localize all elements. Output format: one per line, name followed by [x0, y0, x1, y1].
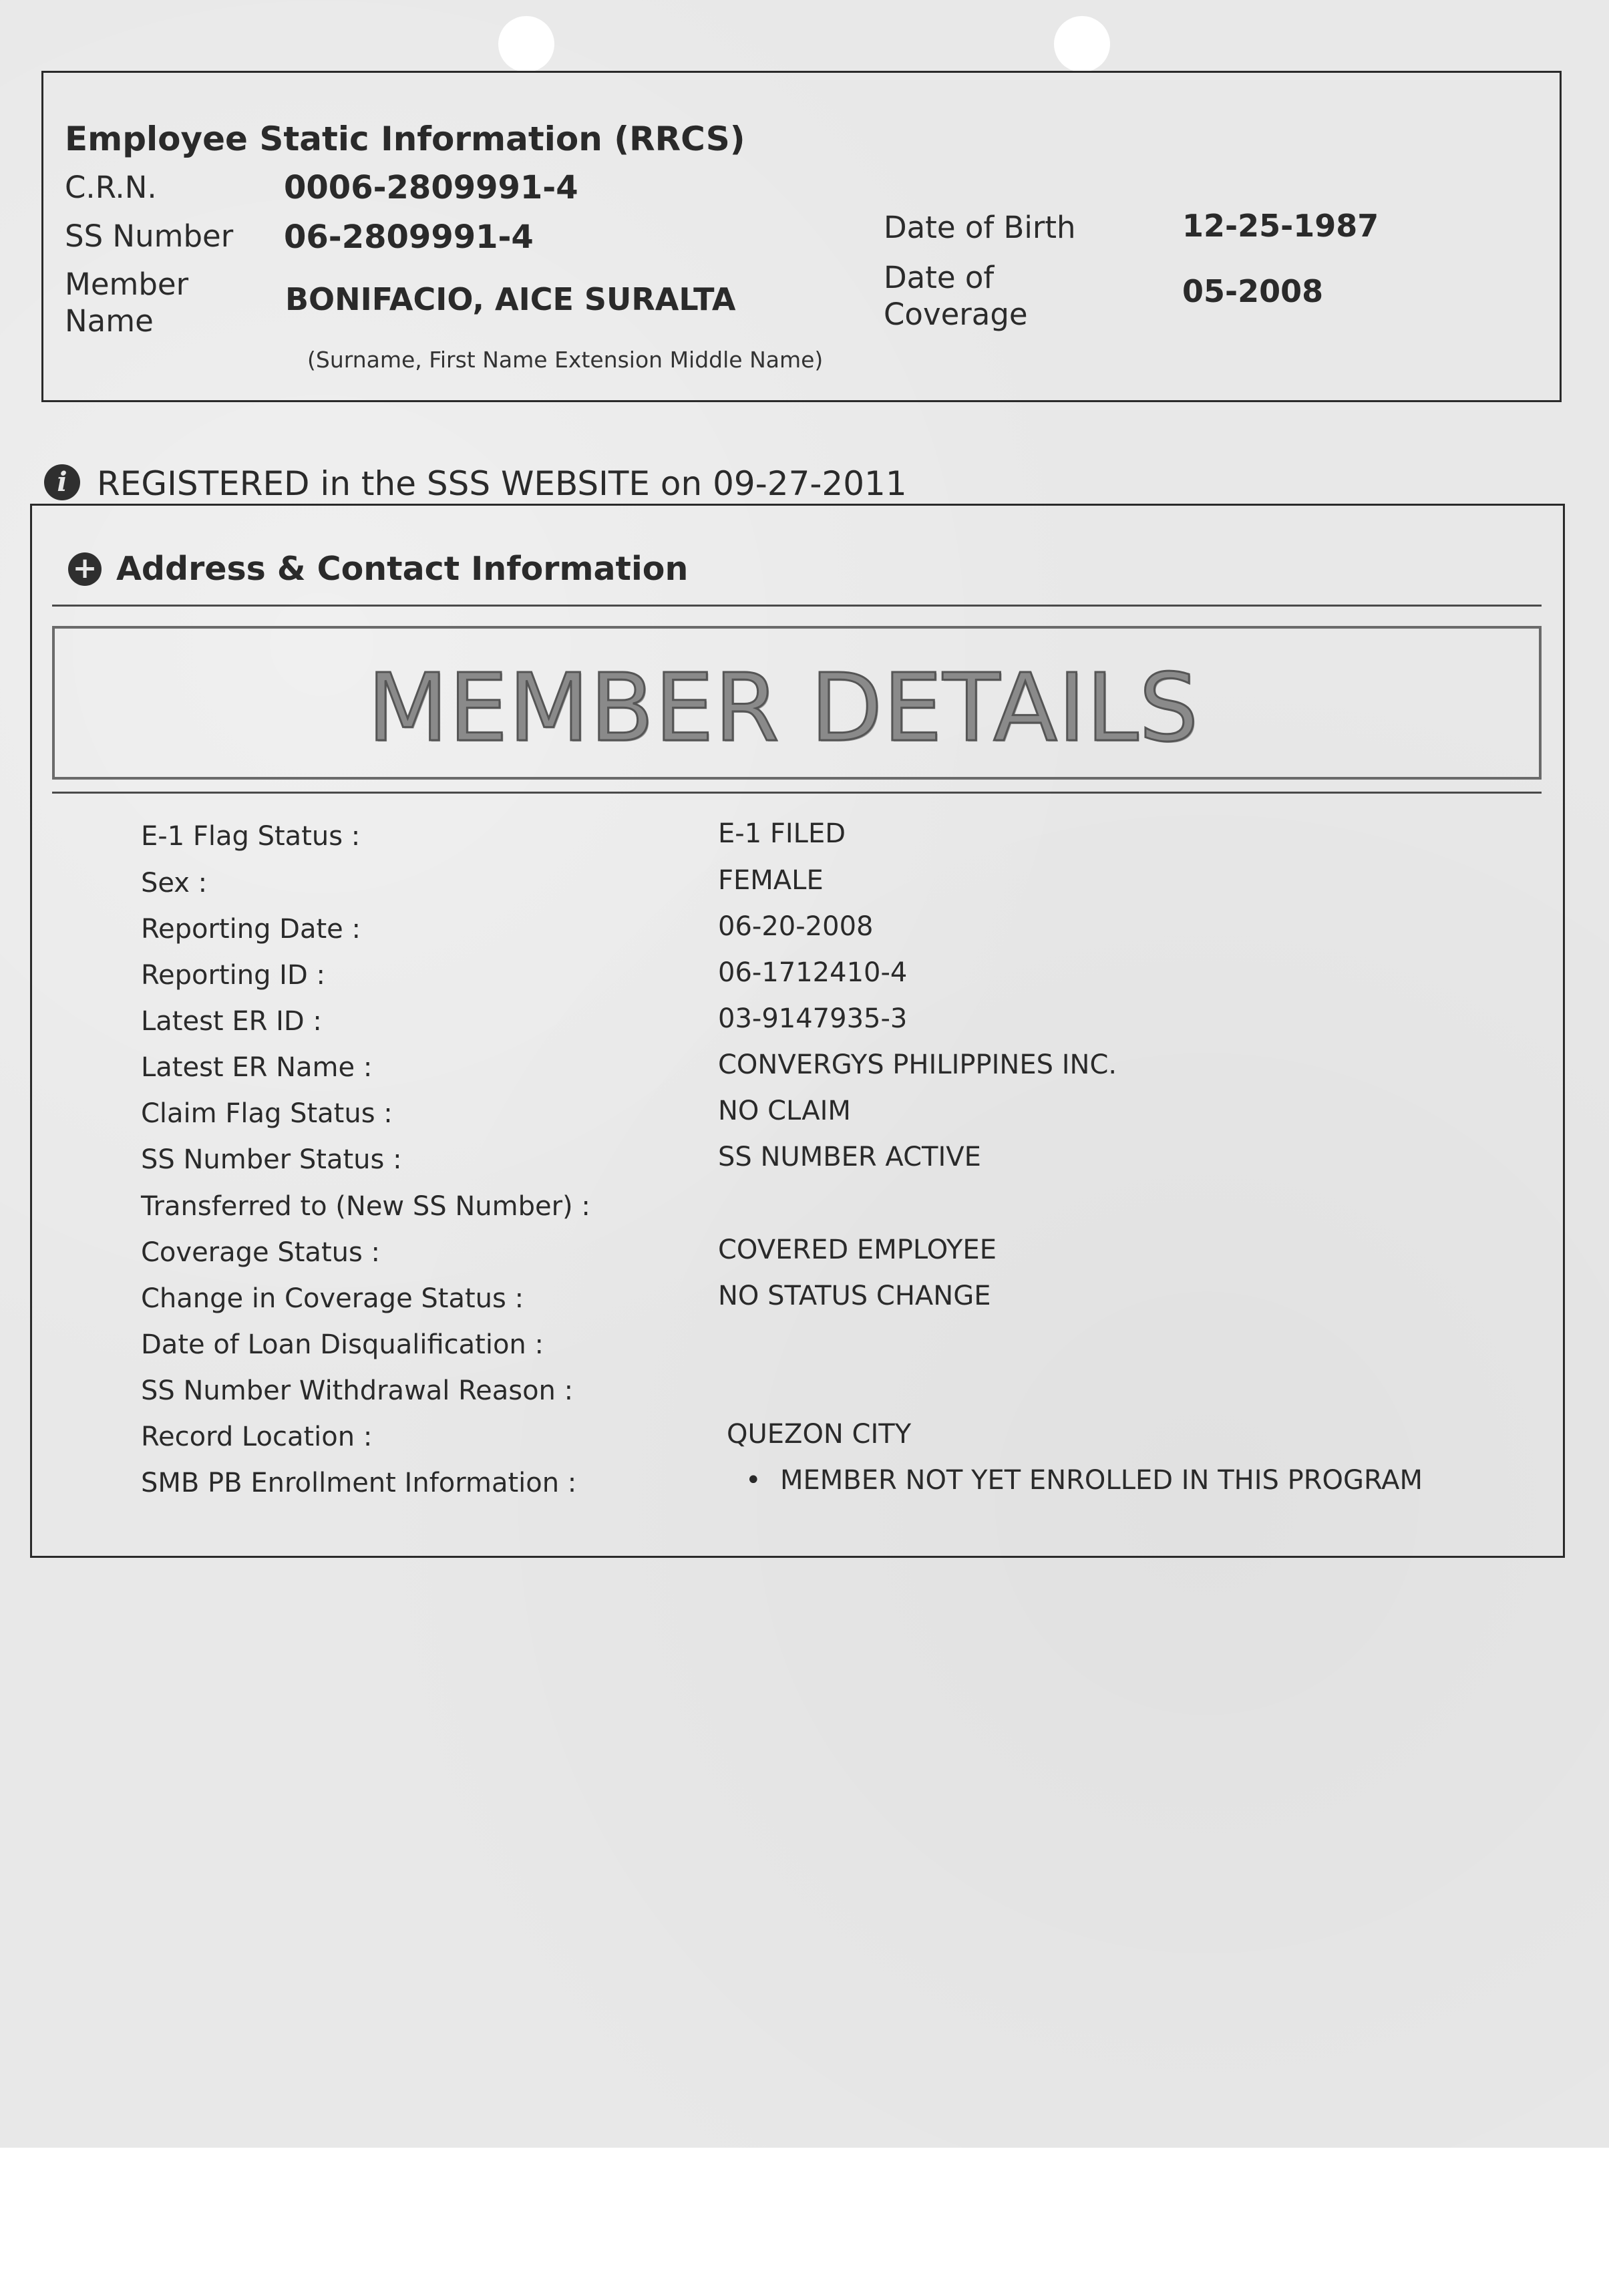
detail-label: SS Number Status : [141, 1144, 402, 1175]
detail-label: Reporting ID : [141, 960, 325, 991]
detail-value: CONVERGYS PHILIPPINES INC. [718, 1049, 1117, 1080]
detail-value: NO STATUS CHANGE [718, 1281, 991, 1311]
address-contact-heading[interactable]: Address & Contact Information [116, 550, 689, 588]
punch-hole-left [498, 16, 554, 72]
detail-value: NO CLAIM [718, 1096, 851, 1126]
detail-label: Coverage Status : [141, 1237, 381, 1268]
punch-hole-right [1054, 16, 1110, 72]
static-info-title: Employee Static Information (RRCS) [65, 120, 745, 158]
detail-label: SMB PB Enrollment Information : [141, 1468, 577, 1498]
detail-value: 06-20-2008 [718, 911, 874, 942]
crn-value: 0006-2809991-4 [284, 169, 578, 206]
detail-label: Latest ER ID : [141, 1006, 322, 1037]
plus-circle-icon[interactable]: + [68, 552, 102, 586]
date-of-coverage-value: 05-2008 [1182, 273, 1324, 309]
info-icon: i [44, 464, 80, 500]
member-name-format-hint: (Surname, First Name Extension Middle Name) [307, 347, 824, 373]
date-of-birth-label: Date of Birth [884, 210, 1076, 245]
member-name-value: BONIFACIO, AICE SURALTA [285, 281, 736, 317]
detail-label: Latest ER Name : [141, 1052, 373, 1083]
detail-value: E-1 FILED [718, 818, 846, 849]
detail-label: Record Location : [141, 1422, 373, 1452]
detail-label: Date of Loan Disqualification : [141, 1329, 544, 1360]
detail-value: SS NUMBER ACTIVE [718, 1142, 981, 1172]
detail-value: 03-9147935-3 [718, 1003, 908, 1034]
member-name-label-line2: Name [65, 303, 154, 339]
member-details-banner [52, 626, 1542, 780]
detail-label: Reporting Date : [141, 914, 361, 945]
registered-notice: REGISTERED in the SSS WEBSITE on 09-27-2011 [97, 464, 907, 503]
detail-label: SS Number Withdrawal Reason : [141, 1375, 574, 1406]
divider-top [52, 605, 1542, 607]
bullet-icon: • [745, 1465, 761, 1496]
member-name-label-line1: Member [65, 267, 189, 302]
employee-static-info-box [41, 71, 1562, 402]
banner-title: MEMBER DETAILS [367, 654, 1200, 763]
ss-number-label: SS Number [65, 218, 234, 254]
detail-value: 06-1712410-4 [718, 957, 908, 988]
date-of-coverage-label-line2: Coverage [884, 297, 1028, 332]
date-of-coverage-label-line1: Date of [884, 260, 995, 295]
detail-value: MEMBER NOT YET ENROLLED IN THIS PROGRAM [780, 1465, 1423, 1496]
detail-label: E-1 Flag Status : [141, 821, 361, 852]
detail-label: Transferred to (New SS Number) : [141, 1191, 590, 1222]
ss-number-value: 06-2809991-4 [284, 218, 534, 256]
detail-label: Claim Flag Status : [141, 1098, 393, 1129]
detail-value: FEMALE [718, 865, 824, 896]
date-of-birth-value: 12-25-1987 [1182, 208, 1379, 244]
detail-value: COVERED EMPLOYEE [718, 1235, 997, 1265]
detail-label: Change in Coverage Status : [141, 1283, 524, 1314]
crn-label: C.R.N. [65, 170, 157, 205]
member-details-box [30, 504, 1565, 1558]
detail-label: Sex : [141, 868, 208, 898]
divider-bottom [52, 792, 1542, 794]
detail-value: QUEZON CITY [727, 1419, 912, 1450]
